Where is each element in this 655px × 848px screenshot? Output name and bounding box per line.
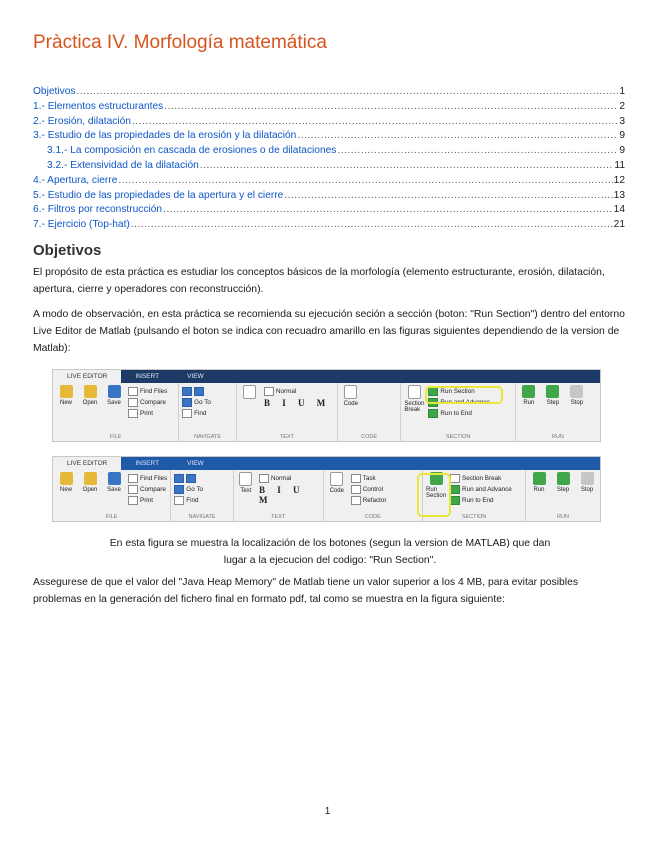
toc-leader-dots [163,204,613,215]
section-break-icon [408,385,421,399]
section-heading: Objetivos [33,242,102,259]
nav-arrows[interactable] [182,387,211,396]
goto-button[interactable]: Go To [182,398,211,407]
run-button[interactable]: Run [529,472,549,521]
toc-leader-dots [200,160,614,171]
find-files-button[interactable]: Find Files [128,474,167,483]
compare-icon [128,398,138,407]
arrow-down-icon [194,387,204,396]
toc-leader-dots [118,175,612,186]
text-group: Text Normal B I U M TEXT [234,470,324,521]
toc-leader-dots [132,116,618,127]
step-icon [557,472,570,485]
step-button[interactable]: Step [543,385,563,441]
run-and-advance-button[interactable]: Run and Advance [428,398,490,407]
run-to-end-button[interactable]: Run to End [450,496,512,505]
compare-button[interactable]: Compare [128,398,167,407]
toc-entry[interactable] [33,175,625,190]
format-buttons[interactable]: B I U M [263,398,331,408]
tab-view[interactable]: VIEW [187,460,204,467]
tab-live-editor[interactable]: LIVE EDITOR [53,370,121,383]
toc-entry-page: 2 [619,100,625,112]
control-button[interactable]: Control [351,485,387,494]
run-section-highlight [417,473,451,517]
toc-entry-page: 9 [619,145,625,157]
code-group: Code CODE [338,383,402,441]
toc-entry-page: 12 [613,174,625,186]
toc-leader-dots [284,190,612,201]
style-dropdown[interactable]: Normal [259,474,320,483]
toc-entry-label: 1.- Elementos estructurantes [33,100,164,112]
save-button[interactable]: Save [104,385,124,441]
toc-leader-dots [297,130,618,141]
refactor-icon [351,496,361,505]
figure-caption: En esta figura se muestra la localización de los botones (segun la version de MATLAB) que dan lugar a la ejecucion del codigo: "Run Section". [109,538,551,566]
section-group: Run Section Section Break Run and Advance Run to End SECTION [423,470,526,521]
nav-arrows[interactable] [174,474,203,483]
find-button[interactable]: Find [182,409,211,418]
toc-leader-dots [131,219,613,230]
step-icon [546,385,559,398]
arrow-up-icon [174,474,184,483]
compare-icon [128,485,138,494]
file-group: New Open Save Find Files Compare Print FILE [53,470,171,521]
toc-entry-label: 4.- Apertura, cierre [33,174,118,186]
folder-icon [84,472,97,485]
code-icon [330,472,343,486]
step-button[interactable]: Step [553,472,573,521]
text-icon [239,472,252,486]
run-to-end-button[interactable]: Run to End [428,409,490,418]
toc-entry-page: 1 [619,86,625,97]
code-button[interactable]: Code [341,385,361,441]
style-icon [264,387,274,396]
text-button[interactable] [240,385,260,441]
tab-live-editor[interactable]: LIVE EDITOR [53,457,121,470]
find-files-icon [128,387,138,396]
toc-entry-page: 21 [613,219,625,231]
run-and-advance-button[interactable]: Run and Advance [450,485,512,494]
toc-entry-page: 9 [619,130,625,142]
run-group: Run Step Stop RUN [526,470,600,521]
section-break-button[interactable]: Section Break [450,474,512,483]
toc-entry-page: 3 [619,115,625,127]
toc-entry[interactable] [33,219,625,234]
toolstrip-tabbar [53,370,600,383]
stop-button[interactable]: Stop [577,472,597,521]
open-button[interactable]: Open [80,385,100,441]
toc-entry-page: 14 [613,204,625,216]
toc-entry-label: 7.- Ejercicio (Top-hat) [33,219,130,231]
page-title: Pràctica IV. Morfología matemática [33,32,327,53]
new-button[interactable]: New [56,472,76,521]
toc-entry[interactable] [33,190,625,205]
toolstrip-tabbar [53,457,600,470]
code-group: Code Task Control Refactor CODE [324,470,423,521]
file-group: New Open Save Find Files Compare Print FILE [53,383,179,441]
run-button[interactable]: Run [519,385,539,441]
observation-paragraph: A modo de observación, en esta práctica se recomienda su ejecución seción a sección (boton: "Run Section") dentro del entorno Live Editor de Matlab (pulsando el boton se indica con recuadro amarillo en las figuras siguientes dependiendo de la version de Matlab): [33,309,625,354]
new-button[interactable]: New [56,385,76,441]
toc-leader-dots [76,86,618,97]
matlab-toolstrip-figure-1 [52,369,601,442]
toc-entry[interactable] [33,145,625,160]
toc-leader-dots [164,101,618,112]
run-end-icon [450,496,460,505]
run-end-icon [428,409,438,418]
folder-icon [84,385,97,398]
run-group: Run Step Stop RUN [516,383,600,441]
toc-entry[interactable] [33,116,625,131]
style-icon [259,474,269,483]
new-icon [60,385,73,398]
table-of-contents [33,86,625,234]
stop-icon [581,472,594,485]
tab-view[interactable]: VIEW [187,373,204,380]
matlab-toolstrip-figure-2 [52,456,601,522]
open-button[interactable]: Open [80,472,100,521]
arrow-down-icon [186,474,196,483]
style-dropdown[interactable]: Normal [264,387,330,396]
toc-entry-page: 11 [614,159,625,171]
find-files-button[interactable]: Find Files [128,387,167,396]
code-icon [344,385,357,399]
stop-button[interactable]: Stop [567,385,587,441]
run-section-button[interactable]: Run Section [426,472,446,521]
goto-icon [174,485,184,494]
new-icon [60,472,73,485]
toc-entry-label: 3.- Estudio de las propiedades de la erosión y la dilatación [33,130,297,142]
task-button[interactable]: Task [351,474,387,483]
refactor-button[interactable]: Refactor [351,496,387,505]
text-group: Normal B I U M TEXT [237,383,338,441]
navigate-group: Go To Find NAVIGATE [179,383,237,441]
run-advance-icon [450,485,460,494]
find-button[interactable]: Find [174,496,203,505]
run-icon [522,385,535,398]
section-group: Section Break Run Section Run and Advance Run to End SECTION [401,383,515,441]
toc-entry[interactable] [33,130,625,145]
find-files-icon [128,474,138,483]
control-icon [351,485,361,494]
toc-entry-label: Objetivos [33,86,76,97]
print-button[interactable]: Print [128,409,167,418]
toc-leader-dots [337,145,618,156]
run-section-highlight [425,386,503,404]
print-icon [128,496,138,505]
save-icon [108,385,121,398]
section-break-button[interactable]: Section Break [404,385,424,441]
find-icon [182,409,192,418]
section-break-icon [450,474,460,483]
tab-insert[interactable]: INSERT [135,373,160,380]
arrow-up-icon [182,387,192,396]
toc-entry-label: 3.2.- Extensividad de la dilatación [47,159,199,171]
save-button[interactable]: Save [104,472,124,521]
intro-paragraph: El propósito de esta práctica es estudiar los conceptos básicos de la morfología (elemento estructurante, erosión, dilatación, apertura, cierre y operadores con reconstrucción). [33,267,605,295]
goto-icon [182,398,192,407]
text-icon [243,385,256,399]
stop-icon [570,385,583,398]
toc-entry[interactable] [33,86,625,101]
toc-entry-label: 5.- Estudio de las propiedades de la apertura y el cierre [33,189,284,201]
toc-entry-page: 13 [613,189,625,201]
text-button[interactable]: Text [237,472,255,521]
print-icon [128,409,138,418]
print-button[interactable]: Print [128,496,167,505]
page-number: 1 [324,806,331,817]
toc-entry-label: 2.- Erosión, dilatación [33,115,131,127]
toc-entry-label: 3.1.- La composición en cascada de erosiones o de dilataciones [47,145,337,157]
save-icon [108,472,121,485]
goto-button[interactable]: Go To [174,485,203,494]
toc-entry[interactable] [33,101,625,116]
java-heap-paragraph: Assegurese de que el valor del "Java Heap Memory" de Matlab tiene un valor superior a los 4 MB, para evitar posibles problemas en la generación del fichero final en formato pdf, tal como se muestra en la figura siguiente: [33,577,579,605]
task-icon [351,474,361,483]
code-button[interactable]: Code [327,472,347,521]
navigate-group: Go To Find NAVIGATE [171,470,233,521]
find-icon [174,496,184,505]
format-buttons[interactable]: B I U M [259,485,305,505]
run-icon [533,472,546,485]
toc-entry[interactable] [33,204,625,219]
toc-entry[interactable] [33,160,625,175]
tab-insert[interactable]: INSERT [135,460,160,467]
compare-button[interactable]: Compare [128,485,167,494]
run-section-button[interactable]: Run Section [428,387,490,396]
toc-entry-label: 6.- Filtros por reconstrucción [33,204,163,216]
